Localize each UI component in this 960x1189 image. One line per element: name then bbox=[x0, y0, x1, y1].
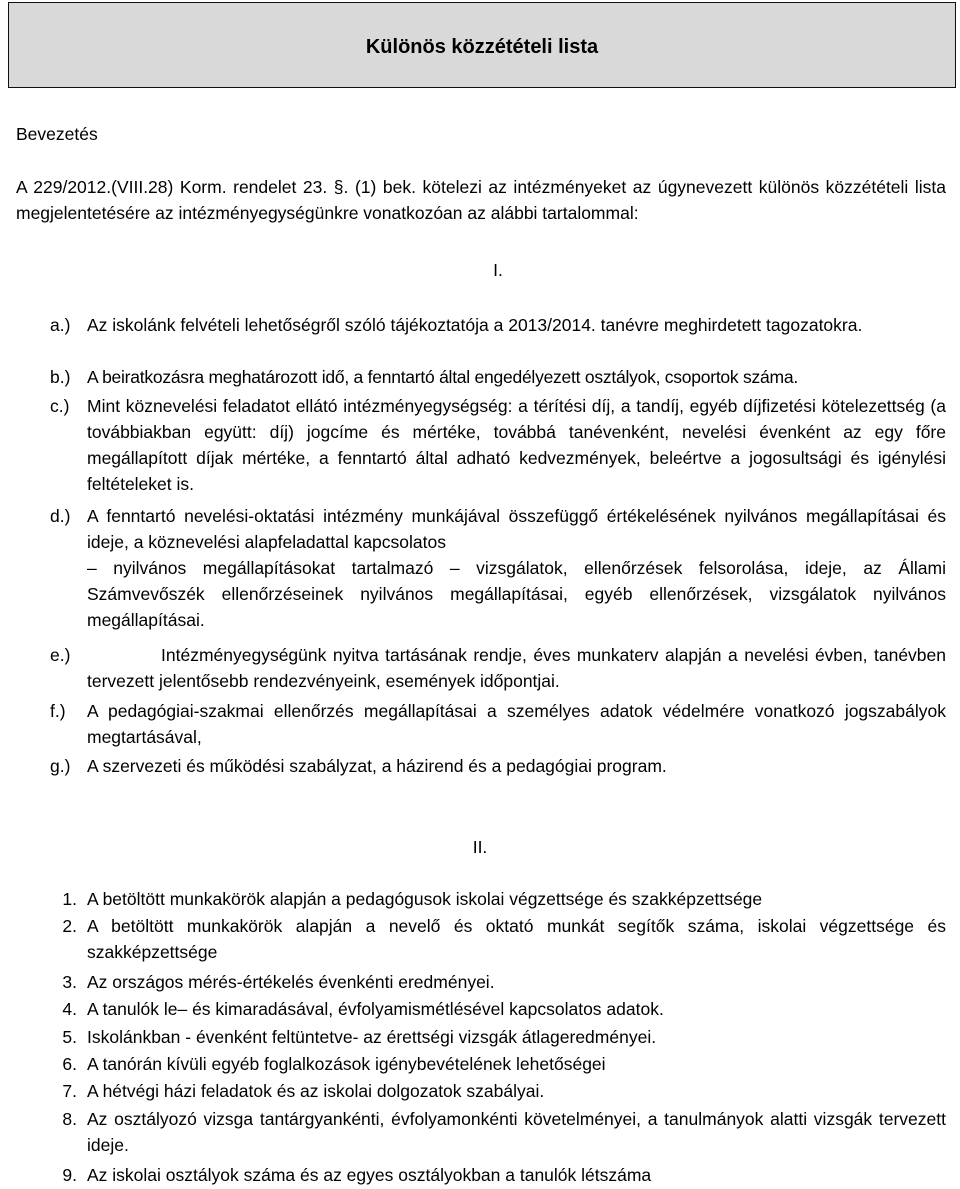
section-2-item bbox=[57, 1162, 946, 1188]
section-2-item bbox=[57, 913, 946, 965]
section-1-numeral: I. bbox=[493, 260, 503, 280]
list-text: Az osztályozó vizsga tantárgyankénti, évfolyamonkénti követelményei, a tanulmányok alatti vizsgák tervezett ideje. bbox=[87, 1109, 946, 1155]
list-number: 1. bbox=[62, 889, 77, 909]
item-text-d: A fenntartó nevelési-oktatási intézmény munkájával összefüggő értékelésének nyilvános megállapításai és ideje, a köznevelési alapfeladattal kapcsolatos bbox=[87, 506, 946, 552]
list-number: 7. bbox=[62, 1081, 77, 1101]
item-label-a: a.) bbox=[50, 315, 71, 335]
section-2-item bbox=[57, 969, 946, 995]
section-1-item-c bbox=[50, 393, 946, 497]
section-2-item bbox=[57, 1051, 946, 1077]
item-label-f: f.) bbox=[50, 701, 66, 721]
title-box bbox=[8, 2, 956, 88]
page-title: Különös közzétételi lista bbox=[365, 36, 599, 58]
list-text: A hétvégi házi feladatok és az iskolai dolgozatok szabályai. bbox=[87, 1081, 545, 1101]
section-2-item bbox=[57, 1024, 946, 1050]
item-label-c: c.) bbox=[50, 396, 70, 416]
item-text-g: A szervezeti és működési szabályzat, a házirend és a pedagógiai program. bbox=[87, 756, 667, 776]
list-number: 2. bbox=[62, 916, 77, 936]
item-label-b: b.) bbox=[50, 367, 71, 387]
list-text: A betöltött munkakörök alapján a nevelő és oktató munkát segítők száma, iskolai végzettsége és szakképzettsége bbox=[87, 916, 946, 962]
section-2-item bbox=[57, 1078, 946, 1104]
section-1-item-g bbox=[50, 753, 946, 779]
intro-heading: Bevezetés bbox=[16, 124, 98, 144]
item-text-c: Mint köznevelési feladatot ellátó intézményegységség: a térítési díj, a tandíj, egyéb díjfizetési kötelezettség (a továbbiakban együtt: díj) jogcíme és mértéke, továbbá tanévenként, nevelési évenként az egy főre megállapított díjak mértéke, a fenntartó által adható kedvezmények, beleértve a jogosultsági és igénylési feltételeket is. bbox=[87, 396, 946, 494]
list-text: A betöltött munkakörök alapján a pedagógusok iskolai végzettsége és szakképzettsége bbox=[87, 889, 763, 909]
item-label-e: e.) bbox=[50, 645, 71, 665]
section-2-item bbox=[57, 996, 946, 1022]
section-1-item-e bbox=[50, 642, 946, 694]
list-text: A tanulók le– és kimaradásával, évfolyamismétlésével kapcsolatos adatok. bbox=[87, 999, 664, 1019]
section-2-item bbox=[57, 886, 946, 912]
item-text-e: Intézményegységünk nyitva tartásának rendje, éves munkaterv alapján a nevelési évben, tanévben tervezett jelentősebb rendezvényeink, események időpontjai. bbox=[87, 645, 946, 691]
list-number: 5. bbox=[62, 1027, 77, 1047]
list-number: 4. bbox=[62, 999, 77, 1019]
list-text: Az országos mérés-értékelés évenkénti eredményei. bbox=[87, 972, 495, 992]
section-1-item-b bbox=[50, 364, 946, 390]
list-number: 8. bbox=[62, 1109, 77, 1129]
list-text: Iskolánkban - évenként feltüntetve- az érettségi vizsgák átlageredményei. bbox=[87, 1027, 657, 1047]
list-number: 3. bbox=[62, 972, 77, 992]
section-2-item bbox=[57, 1106, 946, 1158]
list-text: A tanórán kívüli egyéb foglalkozások igénybevételének lehetőségei bbox=[87, 1054, 606, 1074]
item-label-g: g.) bbox=[50, 756, 71, 776]
item-label-d: d.) bbox=[50, 506, 71, 526]
section-1-item-a bbox=[50, 312, 946, 338]
item-text-b: A beiratkozásra meghatározott idő, a fenntartó által engedélyezett osztályok, csoportok száma. bbox=[87, 367, 798, 387]
intro-paragraph: A 229/2012.(VIII.28) Korm. rendelet 23. §. (1) bek. kötelezi az intézményeket az úgynevezett különös közzétételi lista megjelentetésére az intézményegységünkre vonatkozóan az alábbi tartalommal: bbox=[16, 177, 946, 223]
item-text-a: Az iskolánk felvételi lehetőségről szóló tájékoztatója a 2013/2014. tanévre meghirdetett tagozatokra. bbox=[87, 315, 863, 335]
item-text-f: A pedagógiai-szakmai ellenőrzés megállapításai a személyes adatok védelmére vonatkozó jogszabályok megtartásával, bbox=[87, 701, 946, 747]
section-1-item-f bbox=[50, 698, 946, 750]
item-subtext-d: – nyilvános megállapításokat tartalmazó – vizsgálatok, ellenőrzések felsorolása, ideje, az Állami Számvevőszék ellenőrzéseinek nyilvános megállapításai, egyéb ellenőrzések, vizsgálatok nyilvános megállapításai. bbox=[87, 558, 946, 630]
list-text: Az iskolai osztályok száma és az egyes osztályokban a tanulók létszáma bbox=[87, 1165, 652, 1185]
list-number: 6. bbox=[62, 1054, 77, 1074]
list-number: 9. bbox=[62, 1165, 77, 1185]
section-1-item-d bbox=[50, 503, 946, 633]
section-2-numeral: II. bbox=[472, 837, 488, 857]
